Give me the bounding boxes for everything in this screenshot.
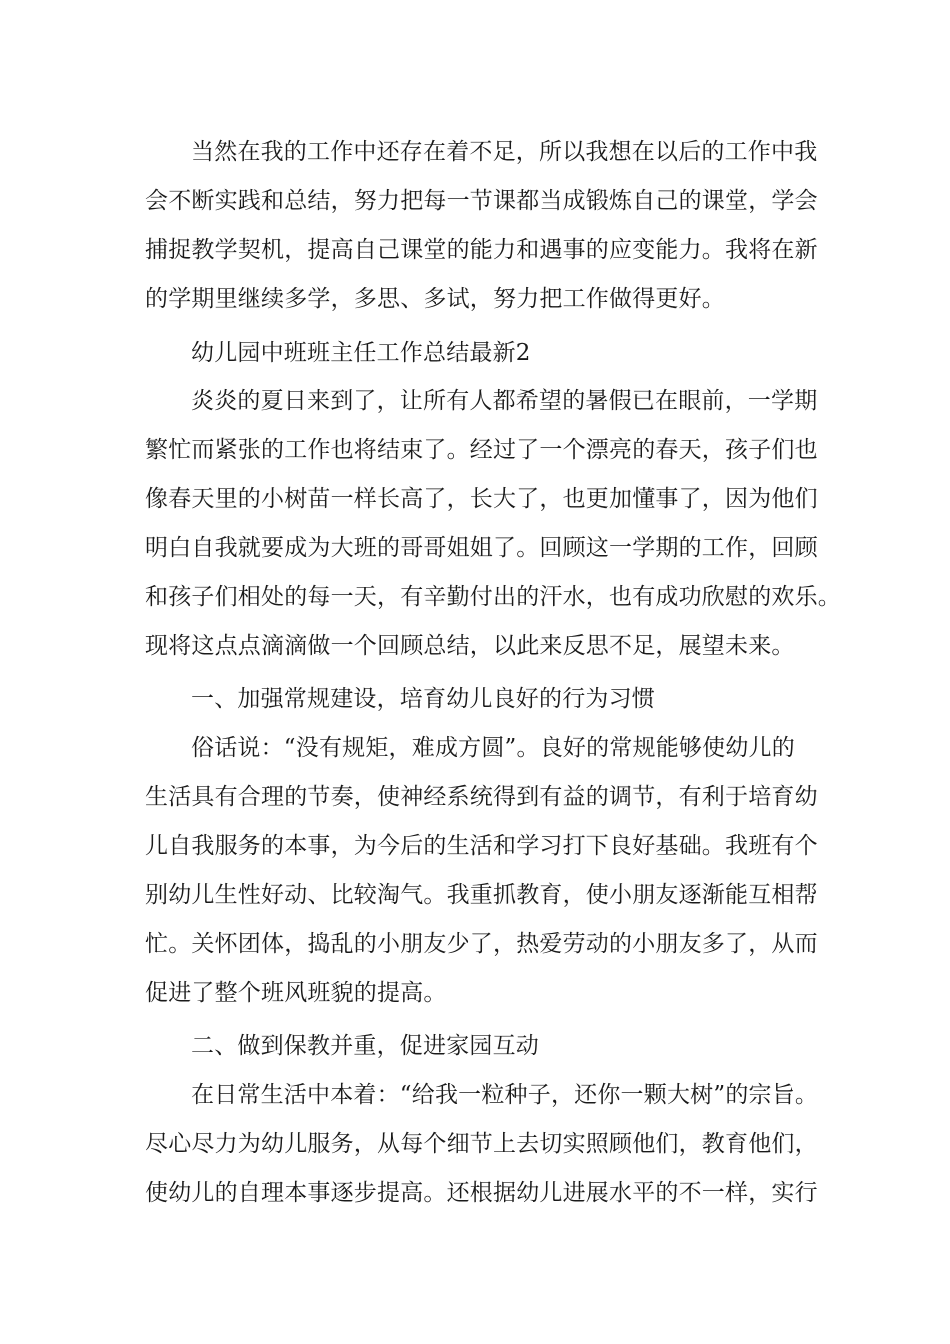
paragraph-line: 儿自我服务的本事，为今后的生活和学习打下良好基础。我班有个: [145, 833, 818, 859]
paragraph-line: 当然在我的工作中还存在着不足，所以我想在以后的工作中我: [191, 139, 818, 165]
paragraph-line: 在日常生活中本着：“给我一粒种子，还你一颗大树”的宗旨。: [191, 1082, 819, 1108]
paragraph-line: 明白自我就要成为大班的哥哥姐姐了。回顾这一学期的工作，回顾: [145, 535, 818, 561]
paragraph-line: 的学期里继续多学，多思、多试，努力把工作做得更好。: [145, 286, 725, 312]
paragraph-line: 俗话说：“没有规矩，难成方圆”。良好的常规能够使幼儿的: [191, 735, 795, 761]
paragraph-line: 使幼儿的自理本事逐步提高。还根据幼儿进展水平的不一样，实行: [145, 1180, 818, 1206]
section-heading: 一、加强常规建设，培育幼儿良好的行为习惯: [191, 686, 655, 712]
paragraph-line: 繁忙而紧张的工作也将结束了。经过了一个漂亮的春天，孩子们也: [145, 437, 818, 463]
section-title: 幼儿园中班班主任工作总结最新2: [191, 340, 531, 366]
paragraph-line: 捕捉教学契机，提高自己课堂的能力和遇事的应变能力。我将在新: [145, 237, 818, 263]
paragraph-line: 促进了整个班风班貌的提高。: [145, 980, 447, 1006]
paragraph-line: 现将这点点滴滴做一个回顾总结，以此来反思不足，展望未来。: [145, 633, 795, 659]
paragraph-line: 别幼儿生性好动、比较淘气。我重抓教育，使小朋友逐渐能互相帮: [145, 882, 818, 908]
paragraph-line: 尽心尽力为幼儿服务，从每个细节上去切实照顾他们，教育他们，: [145, 1131, 818, 1157]
paragraph-line: 像春天里的小树苗一样长高了，长大了，也更加懂事了，因为他们: [145, 486, 818, 512]
paragraph-line: 会不断实践和总结，努力把每一节课都当成锻炼自己的课堂，学会: [145, 188, 818, 214]
paragraph-line: 炎炎的夏日来到了，让所有人都希望的暑假已在眼前，一学期: [191, 388, 818, 414]
paragraph-line: 忙。关怀团体，捣乱的小朋友少了，热爱劳动的小朋友多了，从而: [145, 931, 818, 957]
paragraph-line: 和孩子们相处的每一天，有辛勤付出的汗水，也有成功欣慰的欢乐。: [145, 584, 841, 610]
paragraph-line: 生活具有合理的节奏，使神经系统得到有益的调节，有利于培育幼: [145, 784, 818, 810]
section-heading: 二、做到保教并重，促进家园互动: [191, 1033, 539, 1059]
